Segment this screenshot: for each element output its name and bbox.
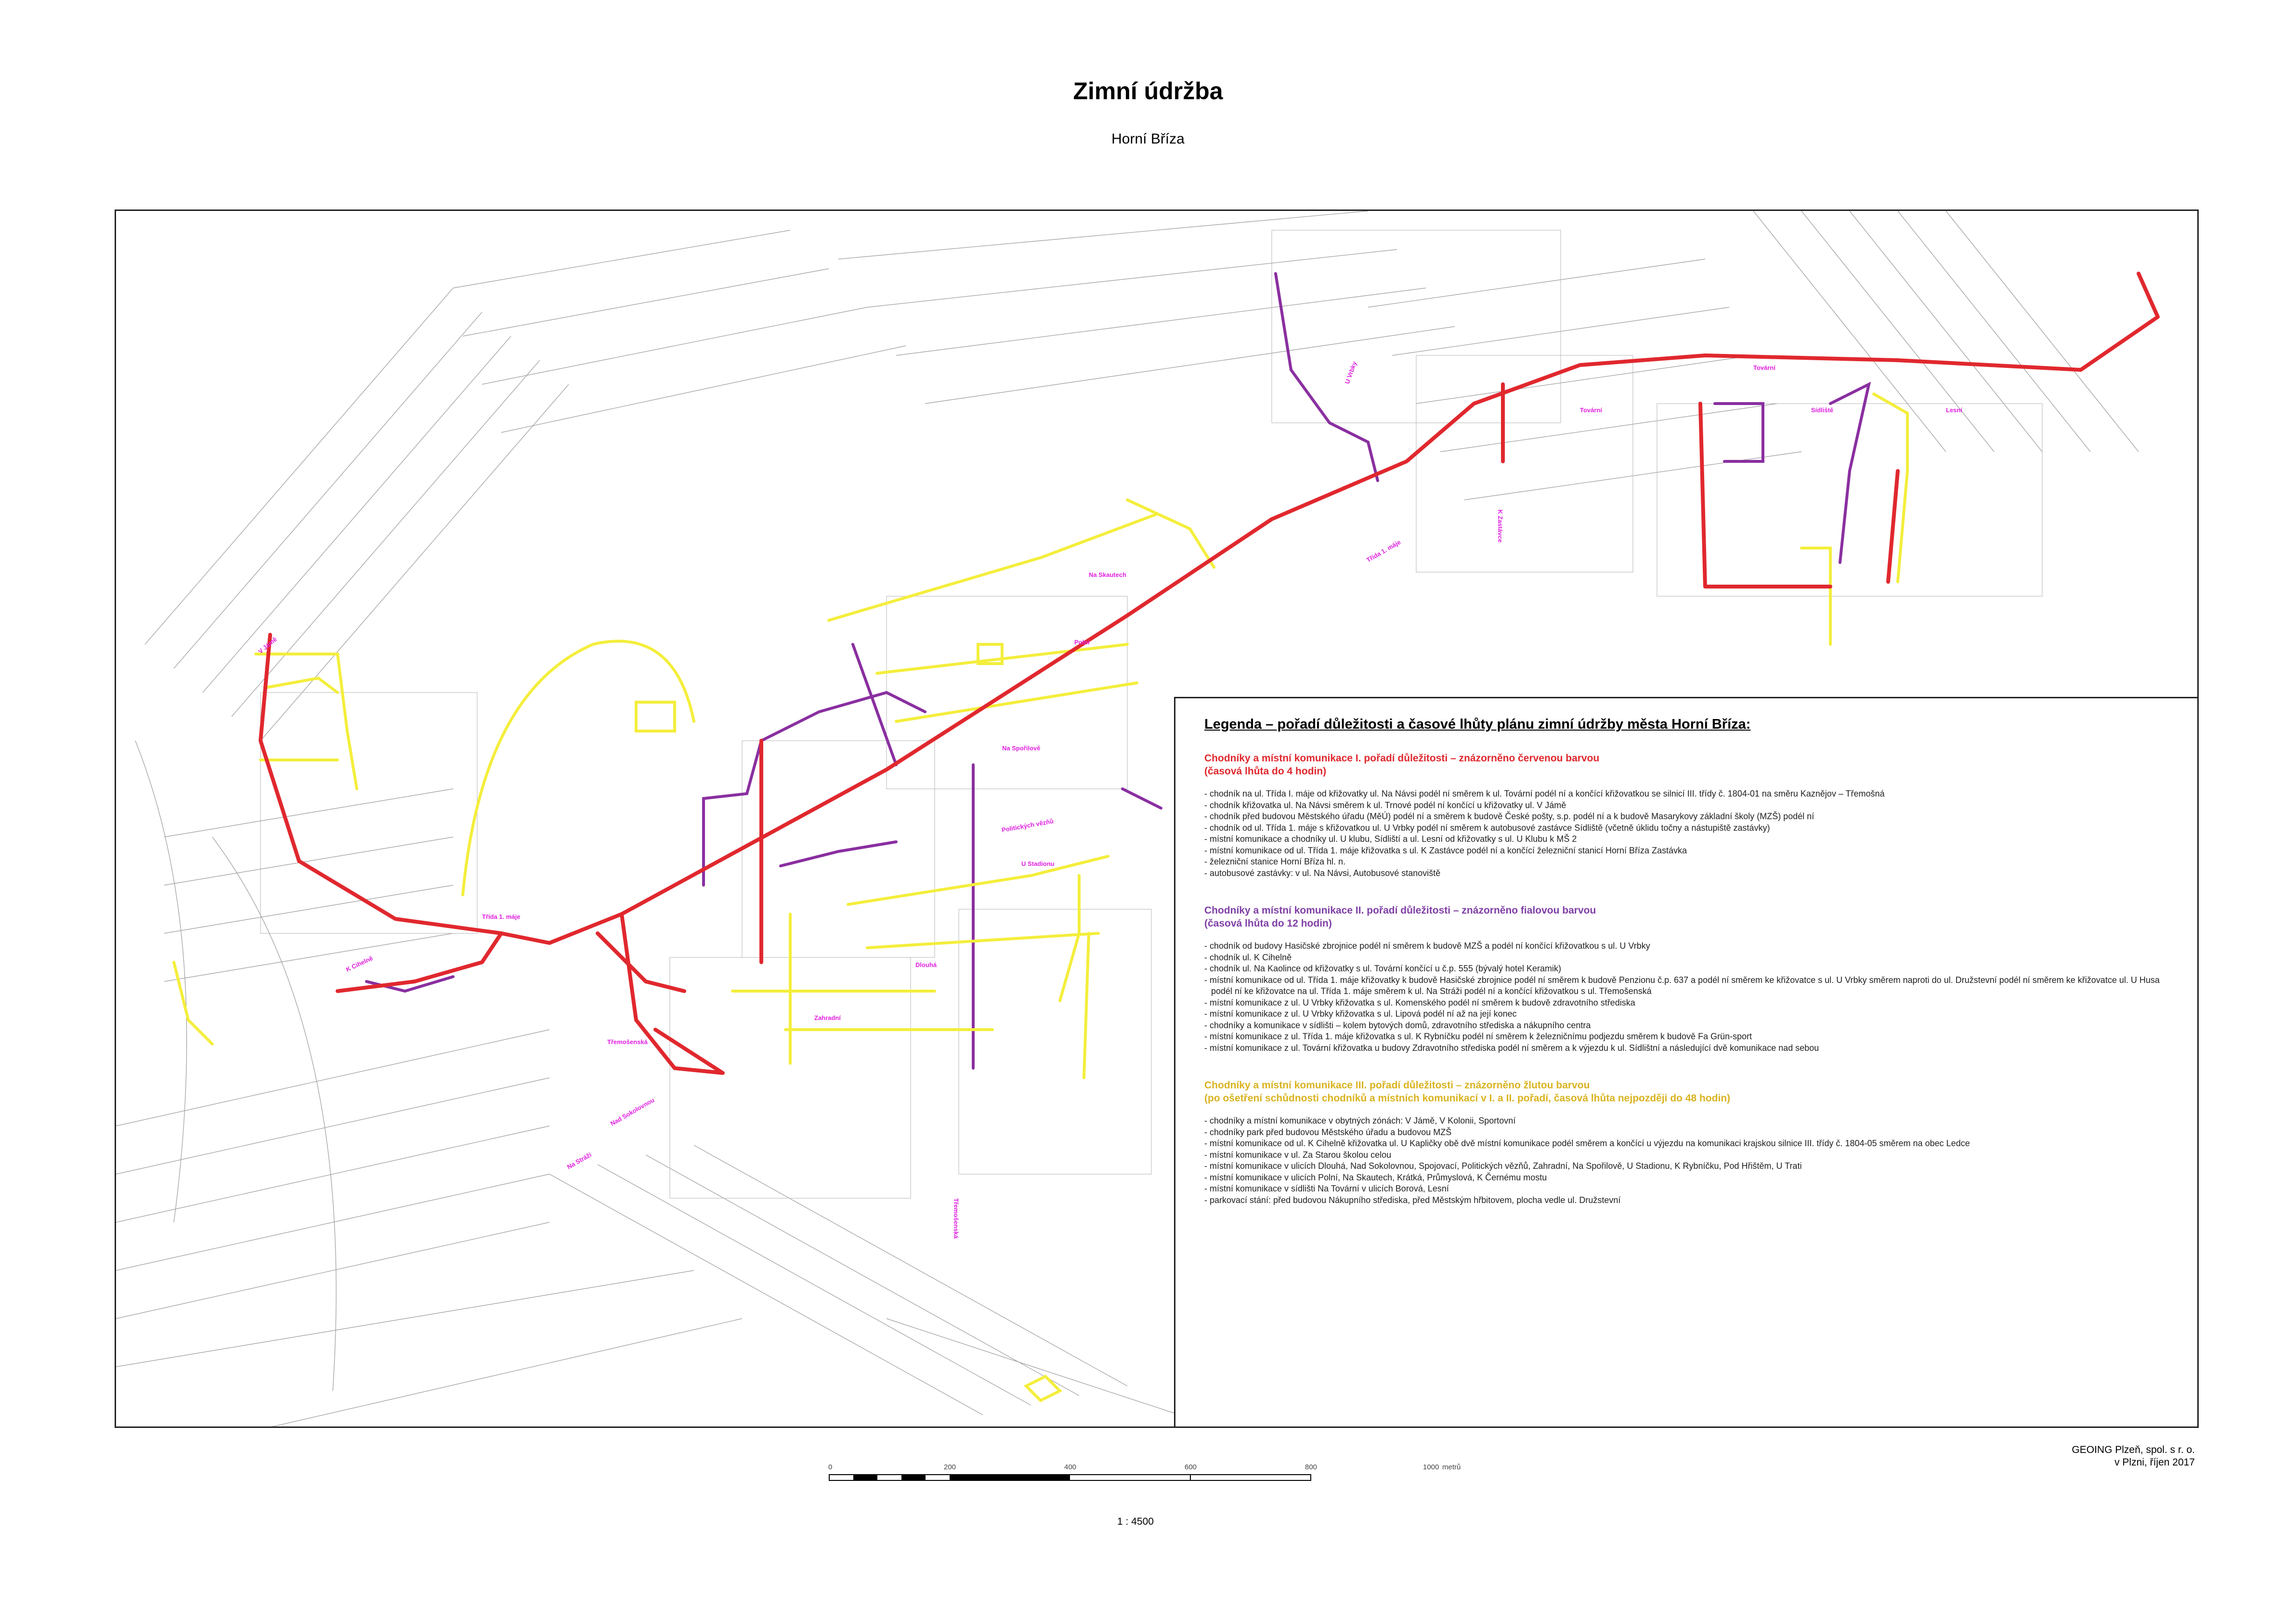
list-item: - místní komunikace v sídlišti Na Tovární v ulicích Borová, Lesní — [1204, 1183, 2178, 1195]
section-title: Chodníky a místní komunikace II. pořadí důležitosti – znázorněno fialovou barvou — [1204, 905, 1596, 916]
list-item: - místní komunikace z ul. Tovární křižovatka u budovy Zdravotního střediska podél ní směrem a k výjezdu k ul. Sídlištní a následující dvě komunikace nad sebou — [1204, 1043, 2178, 1054]
list-item: - chodník křižovatka ul. Na Návsi směrem k ul. Trnové podél ní končící u křižovatky ul. V Jámě — [1204, 800, 2178, 811]
scale-bar-graphic — [828, 1463, 1464, 1492]
svg-text:Lesní: Lesní — [1946, 406, 1962, 414]
list-item: - místní komunikace a chodníky ul. U klubu, Sídliští a ul. Lesní od křižovatky s ul. U Klubu k MŠ 2 — [1204, 834, 2178, 845]
legend-panel — [1174, 697, 2199, 1428]
svg-text:Sídliště: Sídliště — [1811, 406, 1834, 414]
section-title: Chodníky a místní komunikace I. pořadí důležitosti – znázorněno červenou barvou — [1204, 753, 1600, 764]
section-title: Chodníky a místní komunikace III. pořadí důležitosti – znázorněno žlutou barvou — [1204, 1080, 1590, 1091]
svg-text:Na Skautech: Na Skautech — [1089, 571, 1127, 578]
section-items — [1204, 941, 2178, 1054]
section-items — [1204, 1115, 2178, 1206]
company-place-date: v Plzni, říjen 2017 — [2114, 1457, 2195, 1468]
list-item: - místní komunikace z ul. U Vrbky křižovatka s ul. Komenského podél ní směrem k budově zdravotního střediska — [1204, 997, 2178, 1009]
list-item: - místní komunikace od ul. K Cihelně křižovatka ul. U Kapličky obě dvě místní komunikace podél směrem a končící u výjezdu na komunikaci krajskou silnice III. třídy č. 1804-05 směrem na obec Ledce — [1204, 1138, 2178, 1150]
svg-text:V Jámě: V Jámě — [257, 635, 278, 655]
list-item: - chodník ul. K Cihelně — [1204, 952, 2178, 964]
svg-text:K Zastávce: K Zastávce — [1497, 510, 1504, 543]
scale-tick-label: 800 — [1305, 1463, 1318, 1471]
page-title: Zimní údržba — [1073, 78, 1223, 105]
svg-text:U Stadionu: U Stadionu — [1021, 860, 1055, 867]
list-item: - místní komunikace z ul. Třída 1. máje křižovatka s ul. K Rybníčku podél ní směrem k železničnímu podjezdu směrem k budově Fa Grün-sport — [1204, 1031, 2178, 1043]
svg-text:Třída 1. máje: Třída 1. máje — [482, 913, 521, 920]
company-name: GEOING Plzeň, spol. s r. o. — [2072, 1444, 2195, 1455]
section-note: (po ošetření schůdnosti chodníků a místních komunikací v I. a II. pořadí, časová lhůta nejpozději do 48 hodin) — [1204, 1093, 1731, 1104]
svg-text:Politických vězňů: Politických vězňů — [1001, 817, 1054, 834]
scale-ratio: 1 : 4500 — [1117, 1516, 1154, 1527]
svg-text:Tovární: Tovární — [1753, 364, 1775, 371]
list-item: - parkovací stání: před budovou Nákupního střediska, před Městským hřbitovem, plocha vedle ul. Družstevní — [1204, 1195, 2178, 1206]
svg-text:Třída 1. máje: Třída 1. máje — [1365, 538, 1402, 564]
scale-tick-label: 600 — [1185, 1463, 1197, 1471]
scale-tick-label: 0 — [828, 1463, 833, 1471]
list-item: - chodník ul. Na Kaolince od křižovatky s ul. Tovární končící u č.p. 555 (bývalý hotel Keramik) — [1204, 963, 2178, 975]
legend-section-priority-2 — [1204, 904, 2178, 1054]
list-item: - železniční stanice Horní Bříza hl. n. — [1204, 856, 2178, 868]
legend-heading: Legenda – pořadí důležitosti a časové lhůty plánu zimní údržby města Horní Bříza: — [1204, 717, 1751, 732]
list-item: - místní komunikace od ul. Třída 1. máje křižovatky k budově Hasičské zbrojnice podél ní směrem k budově Penzionu č.p. 637 a podél ní směrem ke křižovatce s ul. U Vrbky směrem naproti do ul. Družstevní podél ní směrem ke křižovatce ul. U Husa podél ní ke křižovatce na ul. Třída 1. máje směrem k ul. Na Stráži podél ní a končící křižovatkou s ul. Třemošenská — [1204, 975, 2178, 997]
svg-text:Nad Sokolovnou: Nad Sokolovnou — [609, 1096, 656, 1127]
list-item: - místní komunikace od ul. Třída 1. máje křižovatka s ul. K Zastávce podél ní a končící železniční stanicí Horní Bříza Zastávka — [1204, 845, 2178, 857]
scale-unit: metrů — [1442, 1463, 1461, 1471]
legend-section-priority-3 — [1204, 1079, 2178, 1206]
list-item: - místní komunikace v ul. Za Starou školou celou — [1204, 1150, 2178, 1161]
list-item: - chodník na ul. Třída I. máje od křižovatky ul. Na Návsi podél ní směrem k ul. Tovární podél ní a končící křižovatkou se silnicí III. třídy č. 1804-01 na směru Kaznějov – Třemošná — [1204, 788, 2178, 800]
list-item: - chodníky a komunikace v sídlišti – kolem bytových domů, zdravotního střediska a nákupního centra — [1204, 1020, 2178, 1032]
svg-text:Třemošenská: Třemošenská — [952, 1198, 960, 1239]
page-subtitle: Horní Bříza — [1111, 131, 1185, 147]
section-items — [1204, 788, 2178, 879]
svg-text:Zahradní: Zahradní — [814, 1014, 841, 1021]
svg-text:Polní: Polní — [1074, 639, 1090, 646]
list-item: - chodníky a místní komunikace v obytných zónách: V Jámě, V Kolonii, Sportovní — [1204, 1115, 2178, 1127]
scale-bar — [828, 1463, 1464, 1492]
svg-text:K Cihelně: K Cihelně — [344, 954, 374, 973]
svg-text:Na Stráži: Na Stráži — [566, 1151, 593, 1171]
list-item: - místní komunikace v ulicích Polní, Na Skautech, Krátká, Průmyslová, K Černému mostu — [1204, 1172, 2178, 1184]
list-item: - autobusové zastávky: v ul. Na Návsi, Autobusové stanoviště — [1204, 868, 2178, 879]
svg-text:Dlouhá: Dlouhá — [915, 961, 937, 968]
company-info — [2072, 1444, 2195, 1469]
scale-tick-label: 1000 — [1423, 1463, 1439, 1471]
scale-tick-label: 400 — [1064, 1463, 1077, 1471]
svg-text:Na Spořilově: Na Spořilově — [1002, 745, 1041, 752]
section-note: (časová lhůta do 12 hodin) — [1204, 918, 1332, 929]
section-note: (časová lhůta do 4 hodin) — [1204, 766, 1327, 777]
list-item: - chodník před budovou Městského úřadu (MěÚ) podél ní a směrem k budově České pošty, s.p. podél ní a k budově Masarykovy základní školy (MZŠ) podél ní — [1204, 811, 2178, 823]
legend-section-priority-1 — [1204, 752, 2178, 879]
list-item: - chodníky park před budovou Městského úřadu a budovou MZŠ — [1204, 1127, 2178, 1138]
list-item: - místní komunikace v ulicích Dlouhá, Nad Sokolovnou, Spojovací, Politických vězňů, Zahradní, Na Spořilově, U Stadionu, K Rybníčku, Pod Hřištěm, U Trati — [1204, 1161, 2178, 1172]
list-item: - chodník od budovy Hasičské zbrojnice podél ní směrem k budově MZŠ a podél ní končící křižovatkou s ul. U Vrbky — [1204, 941, 2178, 952]
list-item: - chodník od ul. Třída 1. máje s křižovatkou ul. U Vrbky podél ní směrem k autobusové zastávce Sídliště (včetně úklidu točny a nástupiště zastávky) — [1204, 823, 2178, 834]
svg-text:Třemošenská: Třemošenská — [607, 1038, 648, 1046]
list-item: - místní komunikace z ul. U Vrbky křižovatka s ul. Lipová podél ní až na její konec — [1204, 1008, 2178, 1020]
svg-text:Tovární: Tovární — [1580, 406, 1602, 414]
svg-text:U Vrbky: U Vrbky — [1343, 360, 1358, 385]
scale-tick-label: 200 — [944, 1463, 956, 1471]
